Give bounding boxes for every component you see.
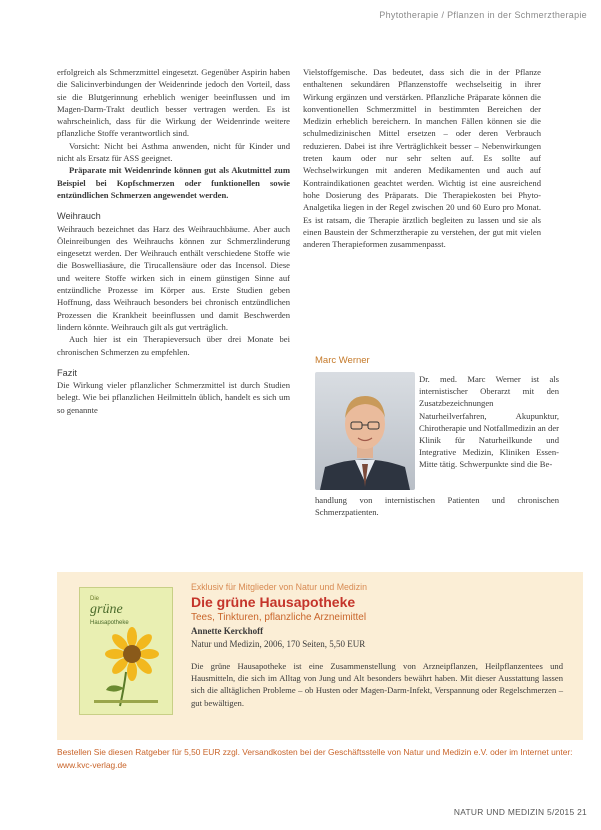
order-info: Bestellen Sie diesen Ratgeber für 5,50 EUR zzgl. Versandkosten bei der Geschäftsstelle von Natur und Medizin e.V. oder im Internet unter: www.kvc-verlag.de [57, 747, 573, 770]
right-column [303, 66, 541, 250]
author-bio-text: Dr. med. Marc Werner ist als internistischer Oberarzt mit den Zusatzbezeichnungen Naturheilverfahren, Akupunktur, Chirotherapie und Notfallmedizin an der Klinik für Naturheilkunde und Integrative Medizin, Kliniken Essen-Mitte tätig. Schwerpunkte sind die Be- [419, 374, 559, 470]
paragraph: Weihrauch bezeichnet das Harz des Weihrauchbäume. Aber auch Öleinreibungen des Weihrauchs können zur Schmerzlinderung eingesetzt werden. Der Weihrauch enthält verschiedene Stoffe wie die Boswelliasäure, die Tirucallensäure oder das Incensol. Diese und weitere Stoffe wirken sich in einem günstigen Sinne auf entzündliche Prozesse im Körper aus. Erste Studien geben Hoffnung, dass Weihrauch besonders bei chronisch entzündlichen Prozessen die Krankheit beeinflussen und damit Beschwerden lindern könnte. Weihrauch gilt als gut verträglich. [57, 223, 290, 332]
paragraph: Vielstoffgemische. Das bedeutet, dass sich die in der Pflanze enthaltenen sekundären Pflanzenstoffe wechselseitig in ihrer Wirkung ergänzen und verstärken. Pflanzliche Präparate können die konventionellen Schmerzmittel in bestimmten Bereichen der Medizin erheblich bereichern. In manchen Fällen können sie die schulmedizinischen Mittel ersetzen – oder deren Verbrauch reduzieren. Dabei ist ihre Verträglichkeit besser – Nebenwirkungen treten kaum oder nur sehr selten auf. Es sollte auf Wechselwirkungen mit anderen Medikamenten und auch auf Kontraindikationen geachtet werden. Wichtig ist eine ausreichend hohe Dosierung des Präparats. Die Therapiekosten bei Phyto-Analgetika liegen in der Regel zwischen 20 und 60 Euro pro Monat. Es ist ratsam, die Therapie ärztlich begleiten zu lassen und sie als einen Baustein der Schmerztherapie zu verstehen, der gut mit vielen anderen Therapieformen zusammenpasst. [303, 67, 541, 250]
book-recommendation-box [57, 572, 583, 740]
author-name: Marc Werner [315, 355, 370, 366]
paragraph: Vorsicht: Nicht bei Asthma anwenden, nicht für Kinder und nicht als Ersatz für ASS geeignet. [57, 140, 290, 164]
author-bio-text-continued: handlung von internistischen Patienten und chronischen Schmerzpatienten. [315, 495, 559, 518]
sunflower-illustration [80, 588, 172, 714]
section-heading-fazit: Fazit [57, 367, 77, 378]
cover-title-small: Die [90, 596, 100, 602]
cover-title: grüne [90, 602, 123, 617]
paragraph-bold: Präparate mit Weidenrinde können gut als Akutmittel zum Beispiel bei Kopfschmerzen oder funktionellen sowie entzündlichen Schmerzen angewendet werden. [57, 165, 290, 200]
left-column [57, 66, 290, 416]
paragraph: Auch hier ist ein Therapieversuch über drei Monate bei chronischen Schmerzen zu empfehlen. [57, 334, 290, 357]
paragraph: erfolgreich als Schmerzmittel eingesetzt. Gegenüber Aspirin haben die Salicinverbindungen der Weidenrinde jedoch den Vorteil, dass sie die Blutgerinnung erheblich weniger beeinflussen und im Magen-Darm-Trakt deutlich besser vertragen werden. Es ist wahrscheinlich, dass für die Wirkung der Weidenrinde weitere pflanzliche Stoffe verantwortlich sind. [57, 67, 290, 139]
page-footer: NATUR UND MEDIZIN 5/2015 21 [453, 807, 587, 817]
book-subtitle: Tees, Tinkturen, pflanzliche Arzneimittel [191, 612, 367, 623]
author-bio-box [305, 347, 567, 547]
book-intro: Exklusiv für Mitglieder von Natur und Medizin [191, 582, 368, 592]
cover-subtitle: Hausapotheke [90, 620, 129, 626]
author-portrait [315, 372, 415, 490]
paragraph: Die Wirkung vieler pflanzlicher Schmerzmittel ist durch Studien belegt. Wie bei pflanzlichen Heilmitteln üblich, handelt es sich um so genannte [57, 380, 290, 415]
book-publication: Natur und Medizin, 2006, 170 Seiten, 5,50 EUR [191, 639, 366, 649]
book-author: Annette Kerckhoff [191, 626, 264, 636]
book-title: Die grüne Hausapotheke [191, 594, 356, 610]
section-heading-weihrauch: Weihrauch [57, 211, 101, 222]
running-header: Phytotherapie / Pflanzen in der Schmerztherapie [379, 10, 587, 20]
book-cover-image [79, 587, 173, 715]
book-description: Die grüne Hausapotheke ist eine Zusammenstellung von Arzneipflanzen, Heilpflanzentees und Hausmitteln, die sich im Alltag von Jung und Alt besonders bewährt haben. Mit dieser Ausstattung lassen sich die alltäglichen Probleme – ob Husten oder Magen-Darm-Infekt, Verspannung oder Regelschmerzen – gut bewältigen. [191, 661, 563, 708]
